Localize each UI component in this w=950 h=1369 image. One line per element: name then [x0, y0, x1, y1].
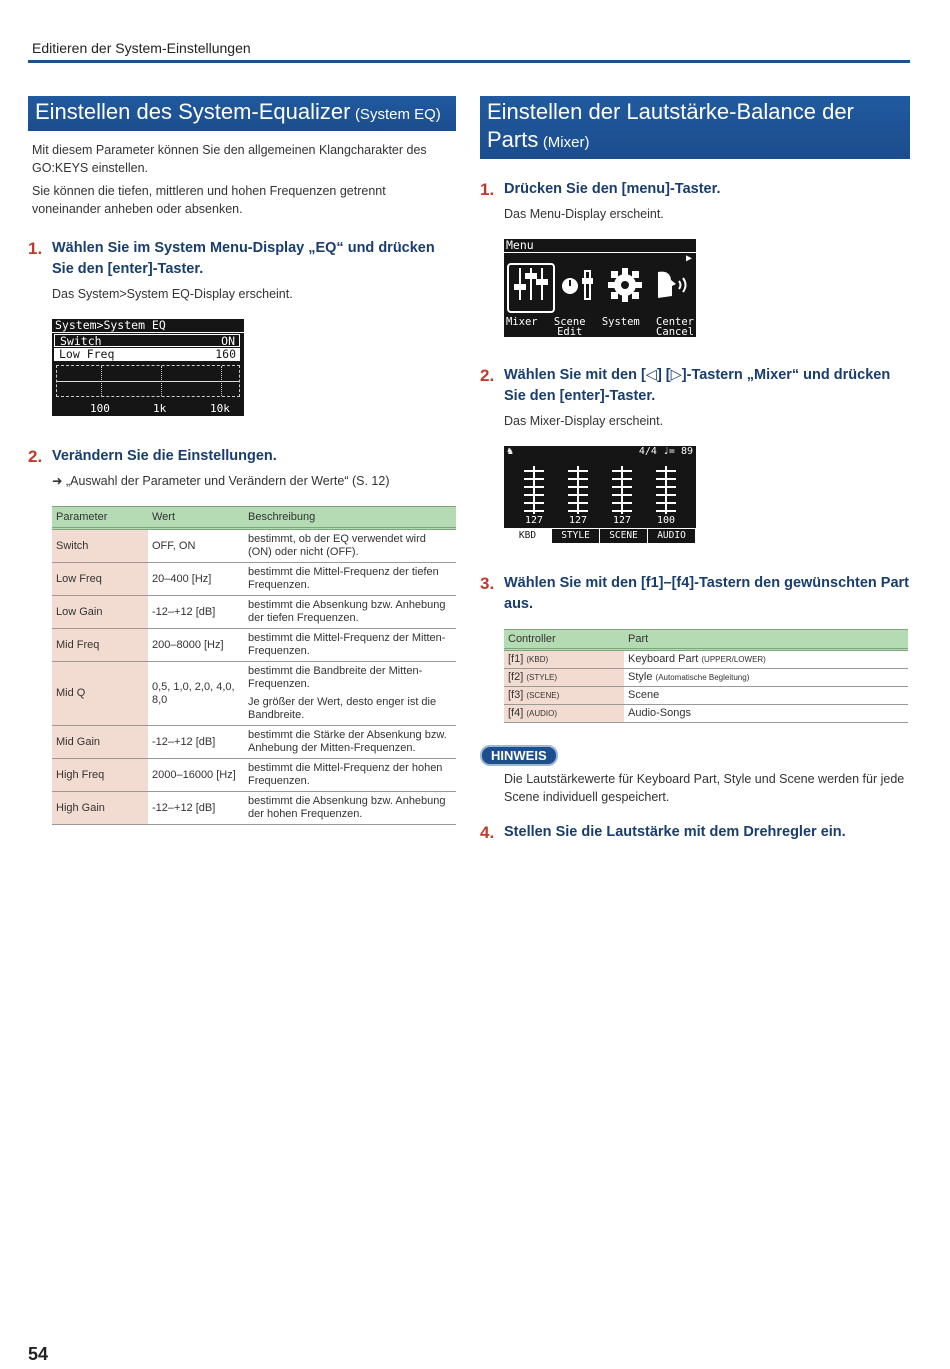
display-row-low-freq: [54, 348, 240, 361]
controller-cell: [f1] (KBD): [504, 650, 624, 669]
section-system-eq: [28, 96, 456, 825]
menu-labels: [506, 317, 694, 337]
heading-sub: (System EQ): [354, 106, 441, 123]
menu-icon-row: [506, 263, 694, 313]
param-desc: bestimmt, ob der EQ verwendet wird (ON) oder nicht (OFF).: [244, 529, 456, 563]
graph-gridline: [101, 366, 102, 396]
table-row: [52, 563, 456, 596]
table-row: [504, 669, 908, 687]
param-name: Switch: [52, 529, 148, 563]
param-desc: [244, 662, 456, 726]
parameter-table: [52, 506, 456, 825]
step-instruction: Wählen Sie im System Menu-Display „EQ“ und drücken Sie den [enter]-Taster.: [52, 240, 435, 277]
param-name: High Gain: [52, 792, 148, 825]
param-desc: bestimmt die Absenkung bzw. Anhebung der hohen Frequenzen.: [244, 792, 456, 825]
param-value: OFF, ON: [148, 529, 244, 563]
mixer-display: [504, 446, 696, 543]
part-cell: Scene: [624, 687, 908, 705]
graph-gridline: [161, 366, 162, 396]
table-row: [52, 596, 456, 629]
menu-label-system: System: [601, 316, 640, 328]
step-number: 2.: [480, 366, 495, 385]
param-desc: bestimmt die Mittel-Frequenz der tiefen Frequenzen.: [244, 563, 456, 596]
param-name: Mid Freq: [52, 629, 148, 662]
param-name: Low Gain: [52, 596, 148, 629]
param-desc-line: bestimmt die Bandbreite der Mitten-Frequenzen.: [248, 665, 423, 690]
fader-value: 127: [524, 515, 544, 526]
tab-style: STYLE: [552, 529, 600, 543]
controller-cell: [f4] (AUDIO): [504, 705, 624, 723]
step-instruction: Drücken Sie den [menu]-Taster.: [504, 181, 721, 197]
controller-cell: [f2] (STYLE): [504, 669, 624, 687]
param-value: -12–+12 [dB]: [148, 596, 244, 629]
param-desc: bestimmt die Absenkung bzw. Anhebung der tiefen Frequenzen.: [244, 596, 456, 629]
menu-label-mixer: Mixer: [506, 316, 538, 328]
section-heading: [28, 96, 456, 131]
param-name: Mid Gain: [52, 726, 148, 759]
controller-cell: [f3] (SCENE): [504, 687, 624, 705]
fader-value: 127: [612, 515, 632, 526]
table-row: [52, 759, 456, 792]
fader-value: 100: [656, 515, 676, 526]
step-instruction: Stellen Sie die Lautstärke mit dem Drehregler ein.: [504, 824, 846, 840]
axis-label: 1k: [153, 402, 167, 415]
section-mixer: [480, 96, 910, 843]
system-eq-display: [52, 319, 244, 416]
axis-label: 100: [90, 402, 110, 415]
center-cancel-icon-svg: [652, 266, 690, 304]
step-number: 3.: [480, 574, 495, 593]
step-instruction: Verändern Sie die Einstellungen.: [52, 448, 277, 464]
param-desc: bestimmt die Stärke der Absenkung bzw. Anhebung der Mitten-Frequenzen.: [244, 726, 456, 759]
param-value: -12–+12 [dB]: [148, 726, 244, 759]
column-header: Controller: [504, 630, 624, 650]
step-number: 4.: [480, 823, 495, 842]
controller-table: [504, 629, 908, 723]
scroll-right-icon: ▶: [685, 253, 692, 264]
menu-label-scene-edit: Scene Edit: [553, 316, 586, 338]
column-header: Part: [624, 630, 908, 650]
mixer-sliders-icon: [507, 263, 555, 313]
display-row-label: Switch: [60, 334, 102, 348]
tab-scene: SCENE: [600, 529, 648, 543]
param-desc-line: Je größer der Wert, desto enger ist die Bandbreite.: [248, 696, 437, 721]
fader-audio: [652, 464, 680, 516]
step: [28, 238, 456, 280]
param-desc: bestimmt die Mittel-Frequenz der hohen Frequenzen.: [244, 759, 456, 792]
step-number: 1.: [480, 180, 495, 199]
tempo-readout: 4/4 ♩= 89: [638, 446, 693, 457]
running-header: Editieren der System-Einstellungen: [32, 40, 251, 56]
intro-paragraph: Mit diesem Parameter können Sie den allgemeinen Klangcharakter des GO:KEYS einstellen.: [32, 143, 427, 175]
fader-row: [512, 464, 688, 516]
column-header: Wert: [148, 507, 244, 529]
fader-scene: [608, 464, 636, 516]
table-row: [52, 529, 456, 563]
header-divider: [28, 60, 910, 63]
fader-kbd: [520, 464, 548, 516]
part-tabs: [504, 528, 696, 543]
tab-kbd: KBD: [504, 529, 552, 543]
column-header: Beschreibung: [244, 507, 456, 529]
hinweis-text: Die Lautstärkewerte für Keyboard Part, Style und Scene werden für jede Scene individuell gespeichert.: [504, 772, 905, 804]
table-row: [504, 650, 908, 669]
display-title: System>System EQ: [52, 319, 244, 333]
fader-value: 127: [568, 515, 588, 526]
eq-curve: [57, 381, 239, 382]
mixer-sliders-icon-svg: [512, 265, 550, 303]
table-row: [504, 687, 908, 705]
center-cancel-icon: [649, 266, 693, 310]
eq-graph: [56, 365, 240, 397]
fader-values: [512, 516, 688, 526]
heading-main: Einstellen des System-Equalizer: [35, 99, 351, 124]
cross-reference: ➜ „Auswahl der Parameter und Verändern der Werte“ (S. 12): [52, 474, 390, 488]
step-instruction: Wählen Sie mit den [◁] [▷]-Tastern „Mixer“ und drücken Sie den [enter]-Taster.: [504, 367, 891, 404]
style-icon: ♞: [507, 446, 514, 457]
graph-gridline: [221, 366, 222, 396]
menu-display: [504, 239, 696, 337]
table-row: [52, 662, 456, 726]
table-row: [52, 726, 456, 759]
param-name: High Freq: [52, 759, 148, 792]
table-row: [504, 705, 908, 723]
param-desc: bestimmt die Mittel-Frequenz der Mitten-Frequenzen.: [244, 629, 456, 662]
step: [480, 179, 910, 200]
scene-edit-icon: [557, 266, 601, 310]
table-row: [52, 792, 456, 825]
step-result: Das System>System EQ-Display erscheint.: [52, 287, 293, 301]
system-gear-icon-svg: [606, 266, 644, 304]
system-gear-icon: [603, 266, 647, 310]
display-row-switch: [54, 334, 240, 347]
fader-style: [564, 464, 592, 516]
param-name: Low Freq: [52, 563, 148, 596]
param-value: 20–400 [Hz]: [148, 563, 244, 596]
step: [28, 446, 456, 467]
step-result: Das Menu-Display erscheint.: [504, 207, 664, 221]
display-row-label: Low Freq: [59, 347, 115, 361]
part-cell: Audio-Songs: [624, 705, 908, 723]
tab-audio: AUDIO: [648, 529, 696, 543]
heading-sub: (Mixer): [542, 134, 590, 151]
display-status-bar: [504, 446, 696, 458]
display-row-value: 160: [215, 347, 236, 361]
param-value: 0,5, 1,0, 2,0, 4,0, 8,0: [148, 662, 244, 726]
param-value: 200–8000 [Hz]: [148, 629, 244, 662]
step: [480, 365, 910, 407]
page-number: 54: [28, 1344, 49, 1364]
heading-main: Einstellen der Lautstärke-Balance der Parts: [487, 99, 854, 152]
table-row: [52, 629, 456, 662]
column-header: Parameter: [52, 507, 148, 529]
section-heading: [480, 96, 910, 159]
param-value: 2000–16000 [Hz]: [148, 759, 244, 792]
step-result: Das Mixer-Display erscheint.: [504, 414, 664, 428]
display-row-value: ON: [221, 334, 235, 348]
part-cell: Keyboard Part (UPPER/LOWER): [624, 650, 908, 669]
hinweis-badge: HINWEIS: [480, 745, 558, 766]
part-cell: Style (Automatische Begleitung): [624, 669, 908, 687]
scene-edit-icon-svg: [560, 266, 598, 304]
step-instruction: Wählen Sie mit den [f1]–[f4]-Tastern den gewünschten Part aus.: [504, 575, 909, 612]
step: [480, 822, 910, 843]
axis-label: 10k: [210, 402, 230, 415]
step-number: 1.: [28, 239, 43, 258]
step: [480, 573, 910, 615]
intro-paragraph: Sie können die tiefen, mittleren und hohen Frequenzen getrennt voneinander anheben oder absenken.: [32, 184, 386, 216]
display-title: Menu: [504, 239, 696, 253]
step-number: 2.: [28, 447, 43, 466]
param-name: Mid Q: [52, 662, 148, 726]
menu-label-center-cancel: Center Cancel: [656, 316, 694, 338]
param-value: -12–+12 [dB]: [148, 792, 244, 825]
